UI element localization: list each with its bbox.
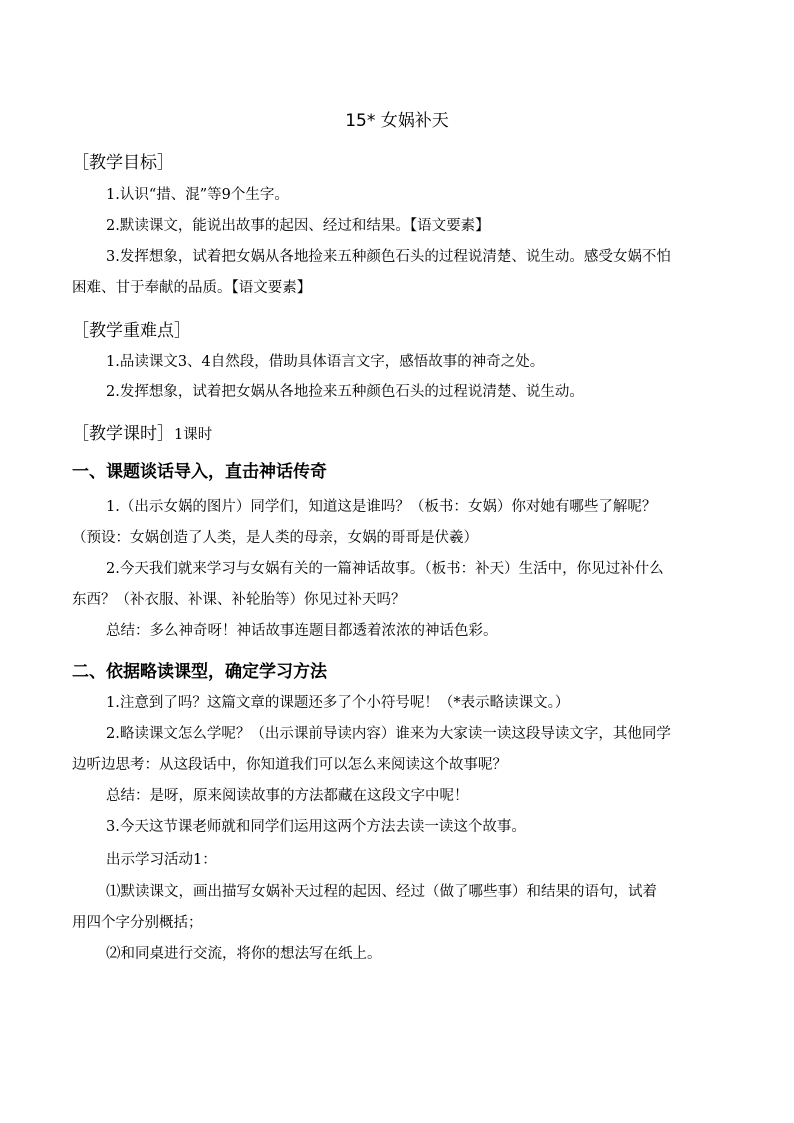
hours-label: ［教学课时］ xyxy=(72,424,174,444)
goal-item: 2.默读课文，能说出故事的起因、经过和结果。【语文要素】 xyxy=(106,218,490,234)
paragraph-line: 1.（出示女娲的图片）同学们，知道这是谁吗？（板书：女娲）你对她有哪些了解呢？ xyxy=(106,499,657,515)
section-1-title: 一、课题谈话导入，直击神话传奇 xyxy=(72,462,327,482)
paragraph-line: （预设：女娲创造了人类，是人类的母亲，女娲的哥哥是伏羲） xyxy=(72,530,478,546)
hours-value: 1课时 xyxy=(174,427,213,443)
paragraph-line: 1.注意到了吗？这篇文章的课题还多了个小符号呢！（*表示略读课文。） xyxy=(106,695,570,711)
hours-heading xyxy=(72,419,212,444)
section-2-title: 二、依据略读课型，确定学习方法 xyxy=(72,662,327,682)
summary-line: 总结：是呀，原来阅读故事的方法都藏在这段文字中呢！ xyxy=(106,788,469,804)
activity-item: ⑵和同桌进行交流，将你的想法写在纸上。 xyxy=(106,946,382,962)
activity-item-continued: 用四个字分别概括； xyxy=(72,915,203,931)
paragraph-line: 2.略读课文怎么学呢？（出示课前导读内容）谁来为大家读一读这段导读文字，其他同学 xyxy=(106,726,671,742)
difficulty-item: 2.发挥想象，试着把女娲从各地捡来五种颜色石头的过程说清楚、说生动。 xyxy=(106,384,584,400)
goal-item: 1.认识“措、混”等9个生字。 xyxy=(106,187,289,203)
paragraph-line: 边听边思考：从这段话中，你知道我们可以怎么来阅读这个故事呢？ xyxy=(72,757,507,773)
paragraph-line: 3.今天这节课老师就和同学们运用这两个方法去读一读这个故事。 xyxy=(106,819,526,835)
paragraph-line: 2.今天我们就来学习与女娲有关的一篇神话故事。（板书：补天）生活中，你见过补什么 xyxy=(106,561,664,577)
goal-item-continued: 困难、甘于奉献的品质。【语文要素】 xyxy=(72,280,312,296)
goals-heading: ［教学目标］ xyxy=(72,153,174,173)
summary-line: 总结：多么神奇呀！神话故事连题目都透着浓浓的神话色彩。 xyxy=(106,623,498,639)
paragraph-line: 东西？（补衣服、补课、补轮胎等）你见过补天吗？ xyxy=(72,592,406,608)
goal-item: 3.发挥想象，试着把女娲从各地捡来五种颜色石头的过程说清楚、说生动。感受女娲不怕 xyxy=(106,249,671,265)
difficulty-item: 1.品读课文3、4自然段，借助具体语言文字，感悟故事的神奇之处。 xyxy=(106,354,545,370)
difficulty-heading: ［教学重难点］ xyxy=(72,321,191,341)
activity-heading: 出示学习活动1： xyxy=(106,852,217,868)
page-title: 15* 女娲补天 xyxy=(345,111,449,131)
activity-item: ⑴默读课文，画出描写女娲补天过程的起因、经过（做了哪些事）和结果的语句，试着 xyxy=(106,884,657,900)
